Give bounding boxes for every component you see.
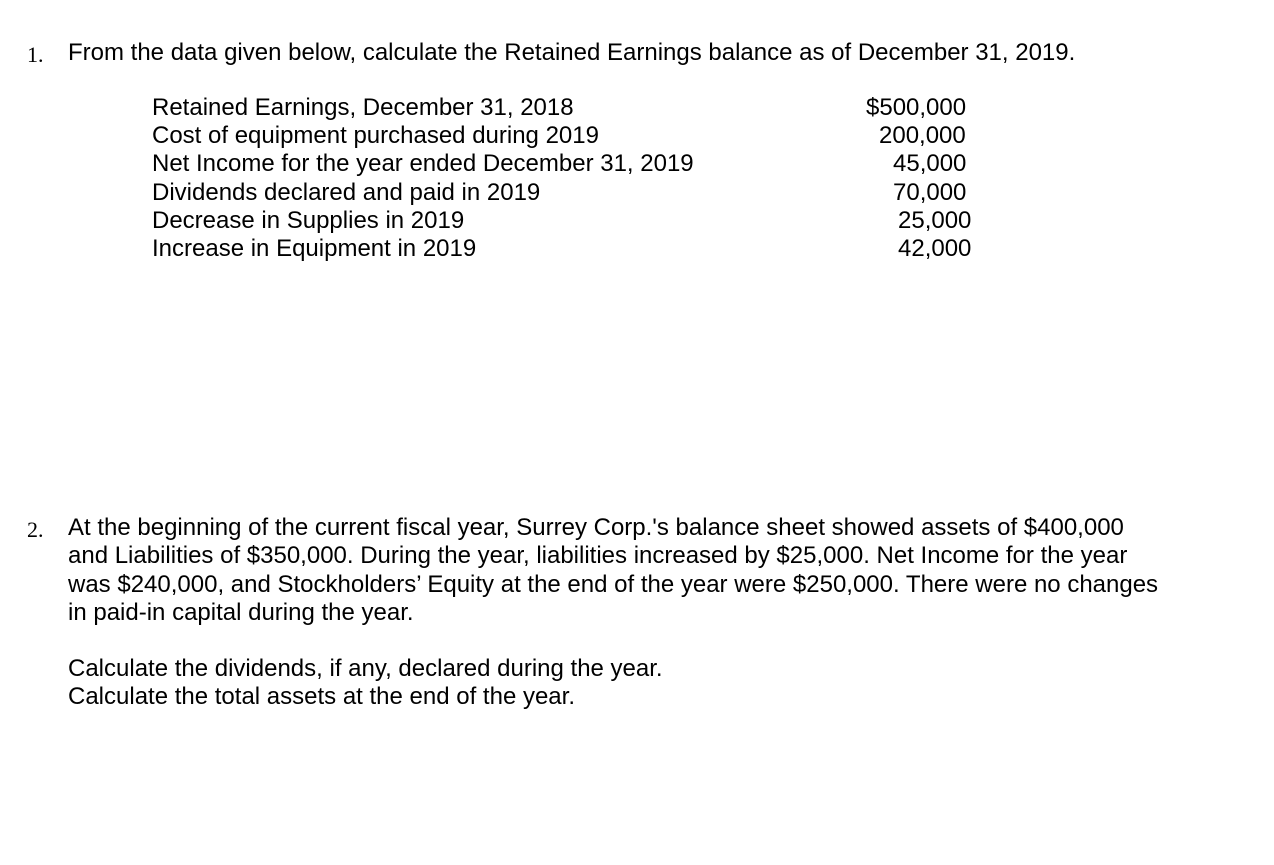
question-2-tasks bbox=[68, 655, 663, 712]
question-1-number: 1. bbox=[27, 42, 44, 67]
data-row-label: Dividends declared and paid in 2019 bbox=[152, 178, 541, 206]
question-2-paragraph bbox=[68, 514, 1258, 627]
task-total-assets: Calculate the total assets at the end of the year. bbox=[68, 683, 575, 711]
data-row-label: Decrease in Supplies in 2019 bbox=[152, 206, 465, 234]
data-row-equipment-cost bbox=[152, 122, 982, 150]
data-row-net-income bbox=[152, 150, 982, 178]
question-2-line: At the beginning of the current fiscal year, Surrey Corp.'s balance sheet showed assets of $400,000 bbox=[68, 514, 1124, 541]
data-row-value: 25,000 bbox=[898, 206, 972, 234]
data-row-label: Retained Earnings, December 31, 2018 bbox=[152, 94, 574, 121]
data-row-label: Increase in Equipment in 2019 bbox=[152, 234, 477, 262]
data-row-label: Net Income for the year ended December 31, 2019 bbox=[152, 150, 694, 178]
data-row-supplies-decrease bbox=[152, 207, 982, 235]
data-row-value: 70,000 bbox=[893, 178, 967, 206]
question-2-line: was $240,000, and Stockholders’ Equity at the end of the year were $250,000. There were no changes bbox=[68, 570, 1159, 598]
data-row-dividends bbox=[152, 179, 982, 207]
data-row-label: Cost of equipment purchased during 2019 bbox=[152, 122, 599, 150]
data-row-value: $500,000 bbox=[866, 94, 967, 121]
data-row-equipment-increase bbox=[152, 235, 982, 263]
data-row-value: 45,000 bbox=[893, 150, 967, 178]
question-2-line: and Liabilities of $350,000. During the year, liabilities increased by $25,000. Net Income for the year bbox=[68, 542, 1128, 570]
question-2-line: in paid-in capital during the year. bbox=[68, 598, 414, 626]
data-row-value: 42,000 bbox=[898, 234, 972, 262]
question-1-data-table bbox=[152, 94, 982, 263]
data-row-retained-earnings-2018 bbox=[152, 94, 982, 122]
question-1-prompt: From the data given below, calculate the Retained Earnings balance as of December 31, 2019. bbox=[68, 39, 1076, 66]
data-row-value: 200,000 bbox=[879, 122, 966, 150]
task-dividends: Calculate the dividends, if any, declared during the year. bbox=[68, 655, 663, 682]
question-2-number: 2. bbox=[27, 517, 44, 542]
